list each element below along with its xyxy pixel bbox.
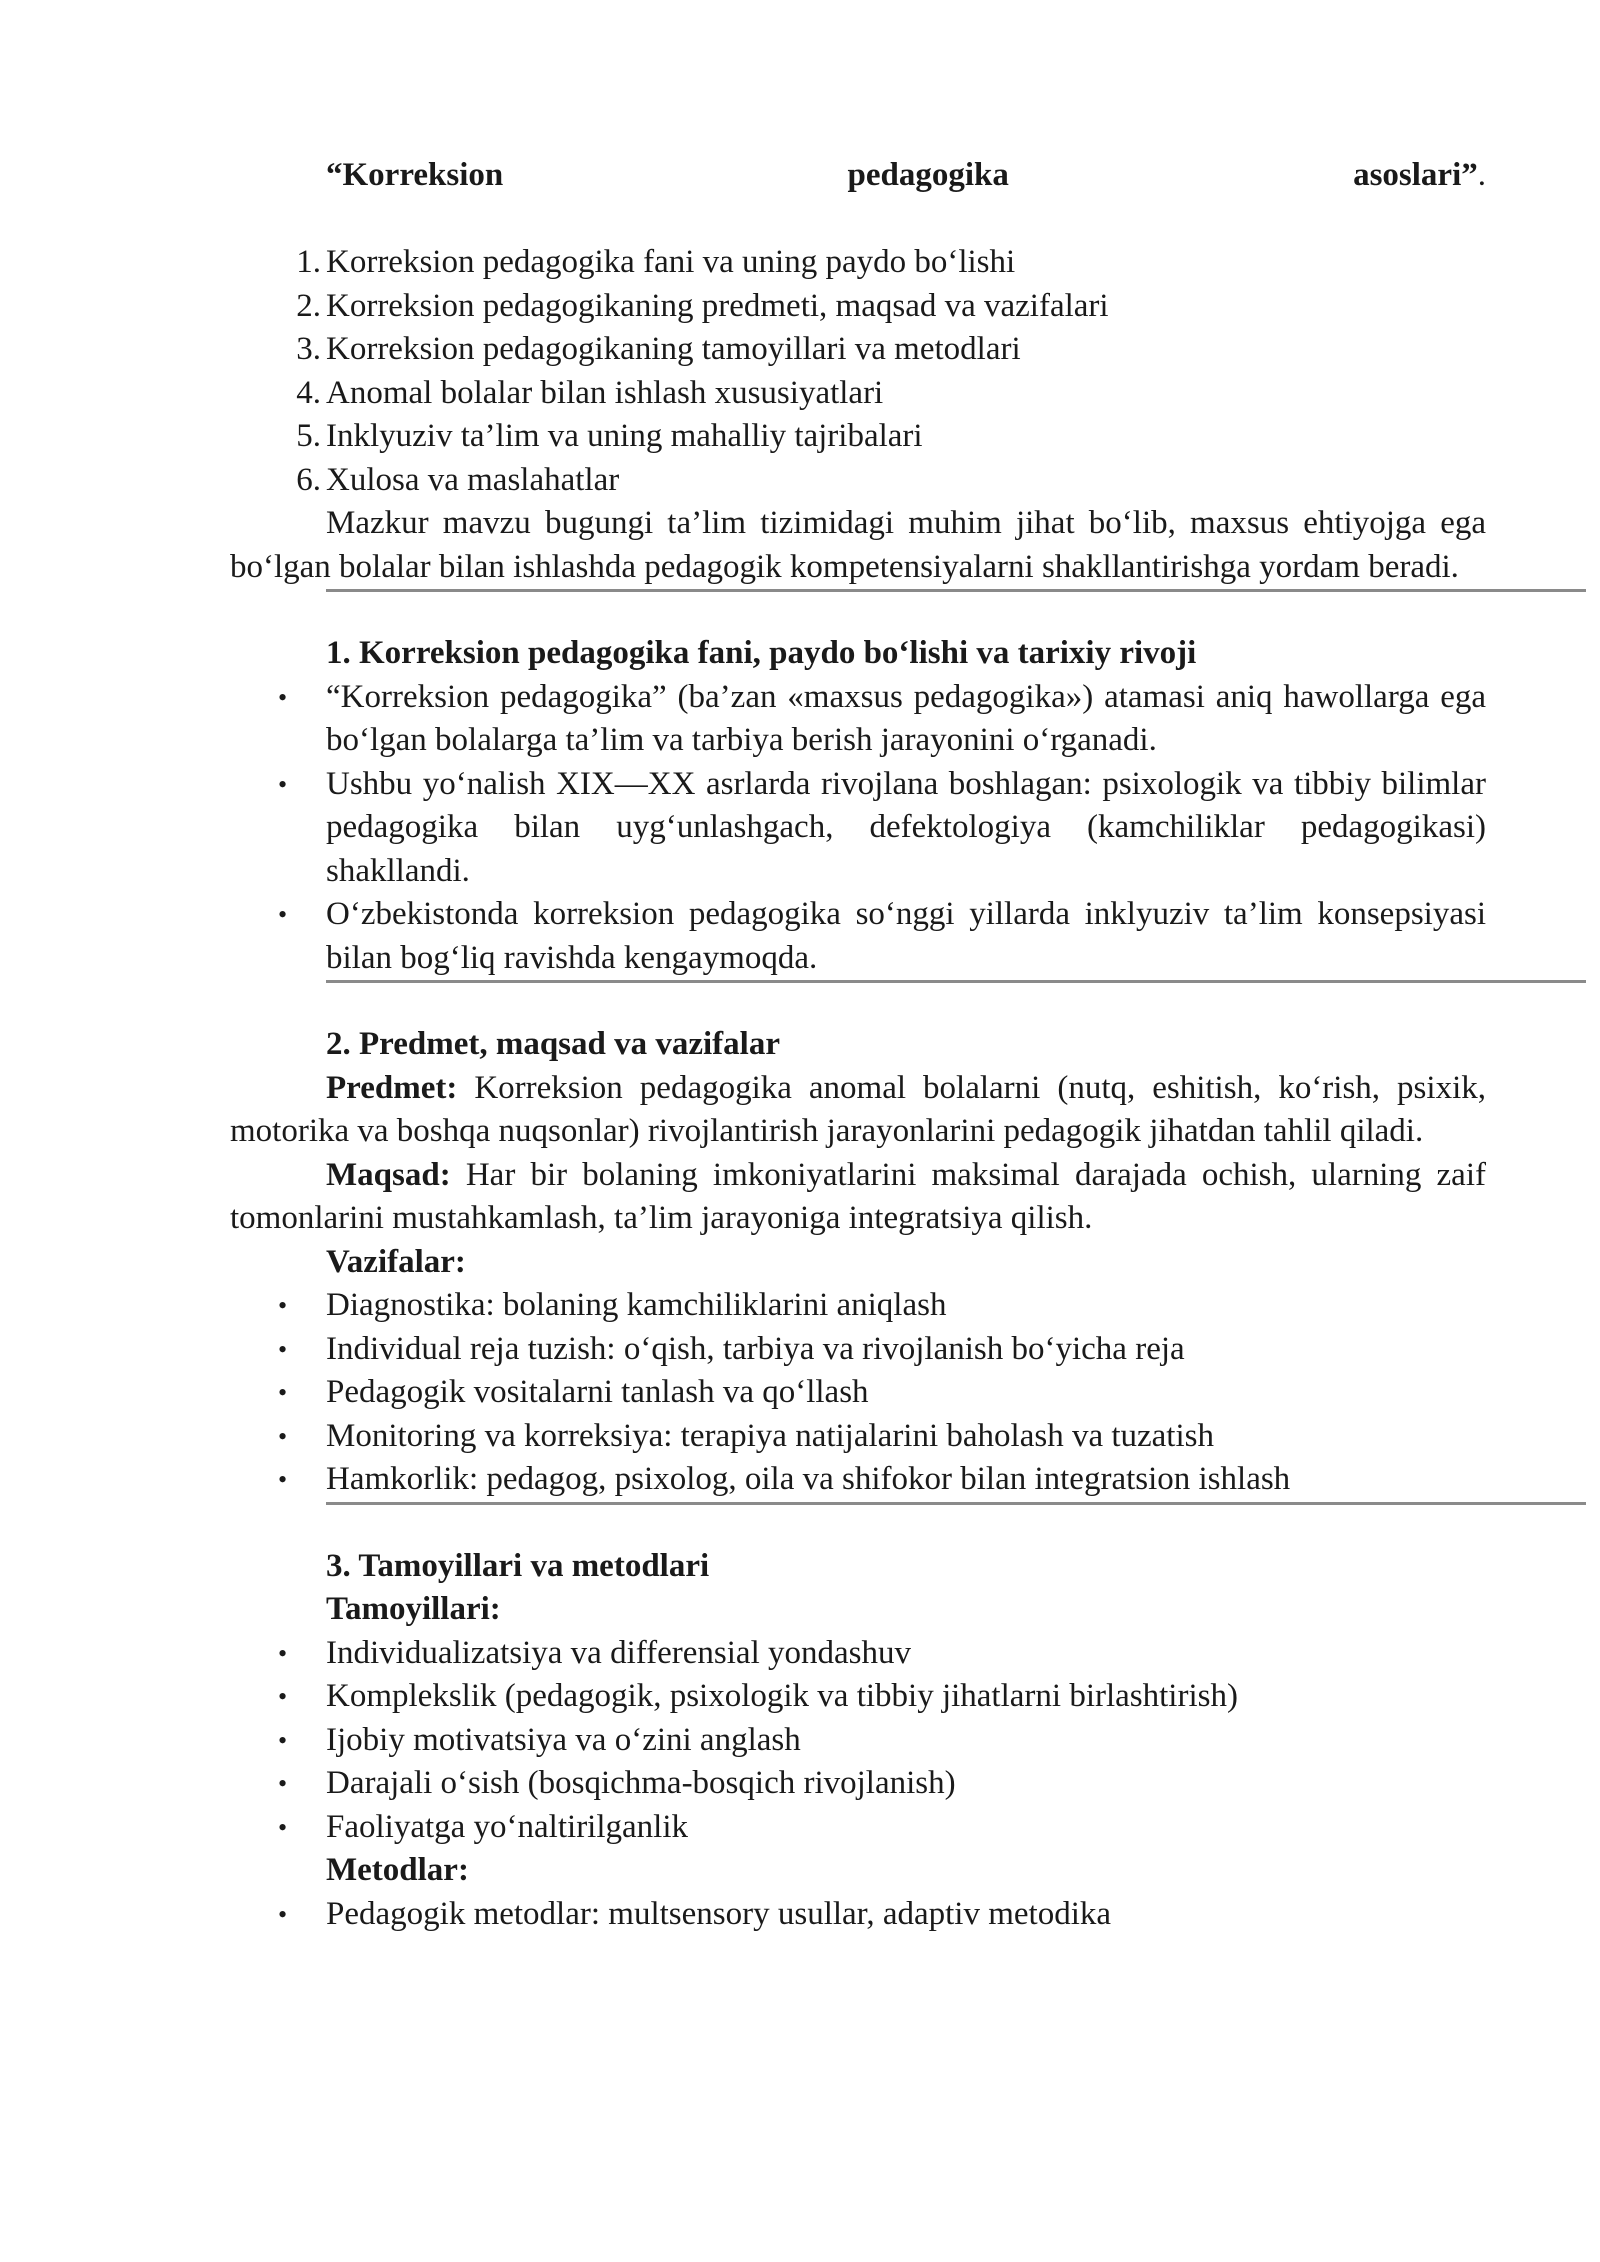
section-2-heading: 2. Predmet, maqsad va vazifalar bbox=[326, 1026, 780, 1062]
toc-item: 5. Inklyuziv ta’lim va uning mahalliy tajribalari bbox=[296, 418, 923, 454]
maqsad-paragraph bbox=[230, 1154, 1486, 1241]
list-item: • Pedagogik vositalarni tanlash va qo‘llash bbox=[230, 1371, 1486, 1415]
title-word-2: pedagogika bbox=[847, 157, 1009, 193]
spacer bbox=[230, 983, 1486, 1023]
vazifalar-label: Vazifalar: bbox=[326, 1243, 466, 1280]
list-item: • “Korreksion pedagogika” (ba’zan «maxsus pedagogika») atamasi aniq hawollarga ega bo‘lgan bolalarga ta’lim va tarbiya berish jarayonini o‘rganadi. bbox=[230, 676, 1486, 763]
list-item: • Diagnostika: bolaning kamchiliklarini aniqlash bbox=[230, 1284, 1486, 1328]
tamoyillari-label: Tamoyillari: bbox=[326, 1591, 501, 1627]
vazifalar-list bbox=[230, 1284, 1486, 1502]
tamoyillari-list bbox=[230, 1632, 1486, 1850]
toc-item: 1. Korreksion pedagogika fani va uning paydo bo‘lishi bbox=[296, 244, 1016, 280]
metodlar-list bbox=[230, 1893, 1486, 1937]
document-content bbox=[230, 154, 1486, 1936]
section-3-heading: 3. Tamoyillari va metodlari bbox=[326, 1547, 710, 1584]
intro-paragraph: Mazkur mavzu bugungi ta’lim tizimidagi muhim jihat bo‘lib, maxsus ehtiyojga ega bo‘lgan bolalar bilan ishlashda pedagogik kompetensiyalarni shakllantirishga yordam beradi. bbox=[230, 505, 1486, 585]
spacer bbox=[230, 592, 1486, 632]
metodlar-label: Metodlar: bbox=[326, 1852, 469, 1888]
list-item: • Individual reja tuzish: o‘qish, tarbiya va rivojlanish bo‘yicha reja bbox=[230, 1328, 1486, 1372]
list-item: • Individualizatsiya va differensial yondashuv bbox=[230, 1632, 1486, 1676]
predmet-text: Korreksion pedagogika anomal bolalarni (nutq, eshitish, ko‘rish, psixik, motorika va boshqa nuqsonlar) rivojlantirish jarayonlarini pedagogik jihatdan tahlil qiladi. bbox=[230, 1069, 1486, 1149]
maqsad-text: Har bir bolaning imkoniyatlarini maksimal darajada ochish, ularning zaif tomonlarini mustahkamlash, ta’lim jarayoniga integratsiya qilish. bbox=[230, 1156, 1486, 1236]
spacer bbox=[230, 1505, 1486, 1545]
spacer bbox=[230, 198, 1486, 242]
list-item: • Faoliyatga yo‘naltirilganlik bbox=[230, 1806, 1486, 1850]
document-title bbox=[230, 154, 1486, 198]
title-period: . bbox=[1477, 157, 1486, 193]
toc-item: 4. Anomal bolalar bilan ishlash xususiyatlari bbox=[296, 374, 884, 411]
toc-item: 2. Korreksion pedagogikaning predmeti, maqsad va vazifalari bbox=[296, 287, 1109, 324]
title-word-1: “Korreksion bbox=[326, 157, 504, 193]
list-item: • O‘zbekistonda korreksion pedagogika so‘nggi yillarda inklyuziv ta’lim konsepsiyasi bilan bog‘liq ravishda kengaymoqda. bbox=[230, 893, 1486, 980]
list-item: • Pedagogik metodlar: multsensory usullar, adaptiv metodika bbox=[230, 1893, 1486, 1937]
maqsad-label: Maqsad: bbox=[326, 1156, 451, 1193]
section-1-heading: 1. Korreksion pedagogika fani, paydo bo‘lishi va tarixiy rivoji bbox=[326, 635, 1197, 671]
list-item: • Darajali o‘sish (bosqichma-bosqich rivojlanish) bbox=[230, 1762, 1486, 1806]
predmet-paragraph bbox=[230, 1067, 1486, 1154]
list-item: • Ijobiy motivatsiya va o‘zini anglash bbox=[230, 1719, 1486, 1763]
toc-item: 6. Xulosa va maslahatlar bbox=[296, 461, 620, 498]
toc-item: 3. Korreksion pedagogikaning tamoyillari va metodlari bbox=[296, 331, 1021, 367]
list-item: • Hamkorlik: pedagog, psixolog, oila va shifokor bilan integratsion ishlash bbox=[230, 1458, 1486, 1502]
section-1-list bbox=[230, 676, 1486, 981]
table-of-contents bbox=[230, 241, 1486, 502]
list-item: • Monitoring va korreksiya: terapiya natijalarini baholash va tuzatish bbox=[230, 1415, 1486, 1459]
list-item: • Komplekslik (pedagogik, psixologik va tibbiy jihatlarni birlashtirish) bbox=[230, 1675, 1486, 1719]
list-item: • Ushbu yo‘nalish XIX—XX asrlarda rivojlana boshlagan: psixologik va tibbiy bilimlar pedagogika bilan uyg‘unlashgach, defektologiya (kamchiliklar pedagogikasi) shakllandi. bbox=[230, 763, 1486, 894]
predmet-label: Predmet: bbox=[326, 1069, 458, 1106]
title-word-3: asoslari”. bbox=[1353, 157, 1486, 193]
